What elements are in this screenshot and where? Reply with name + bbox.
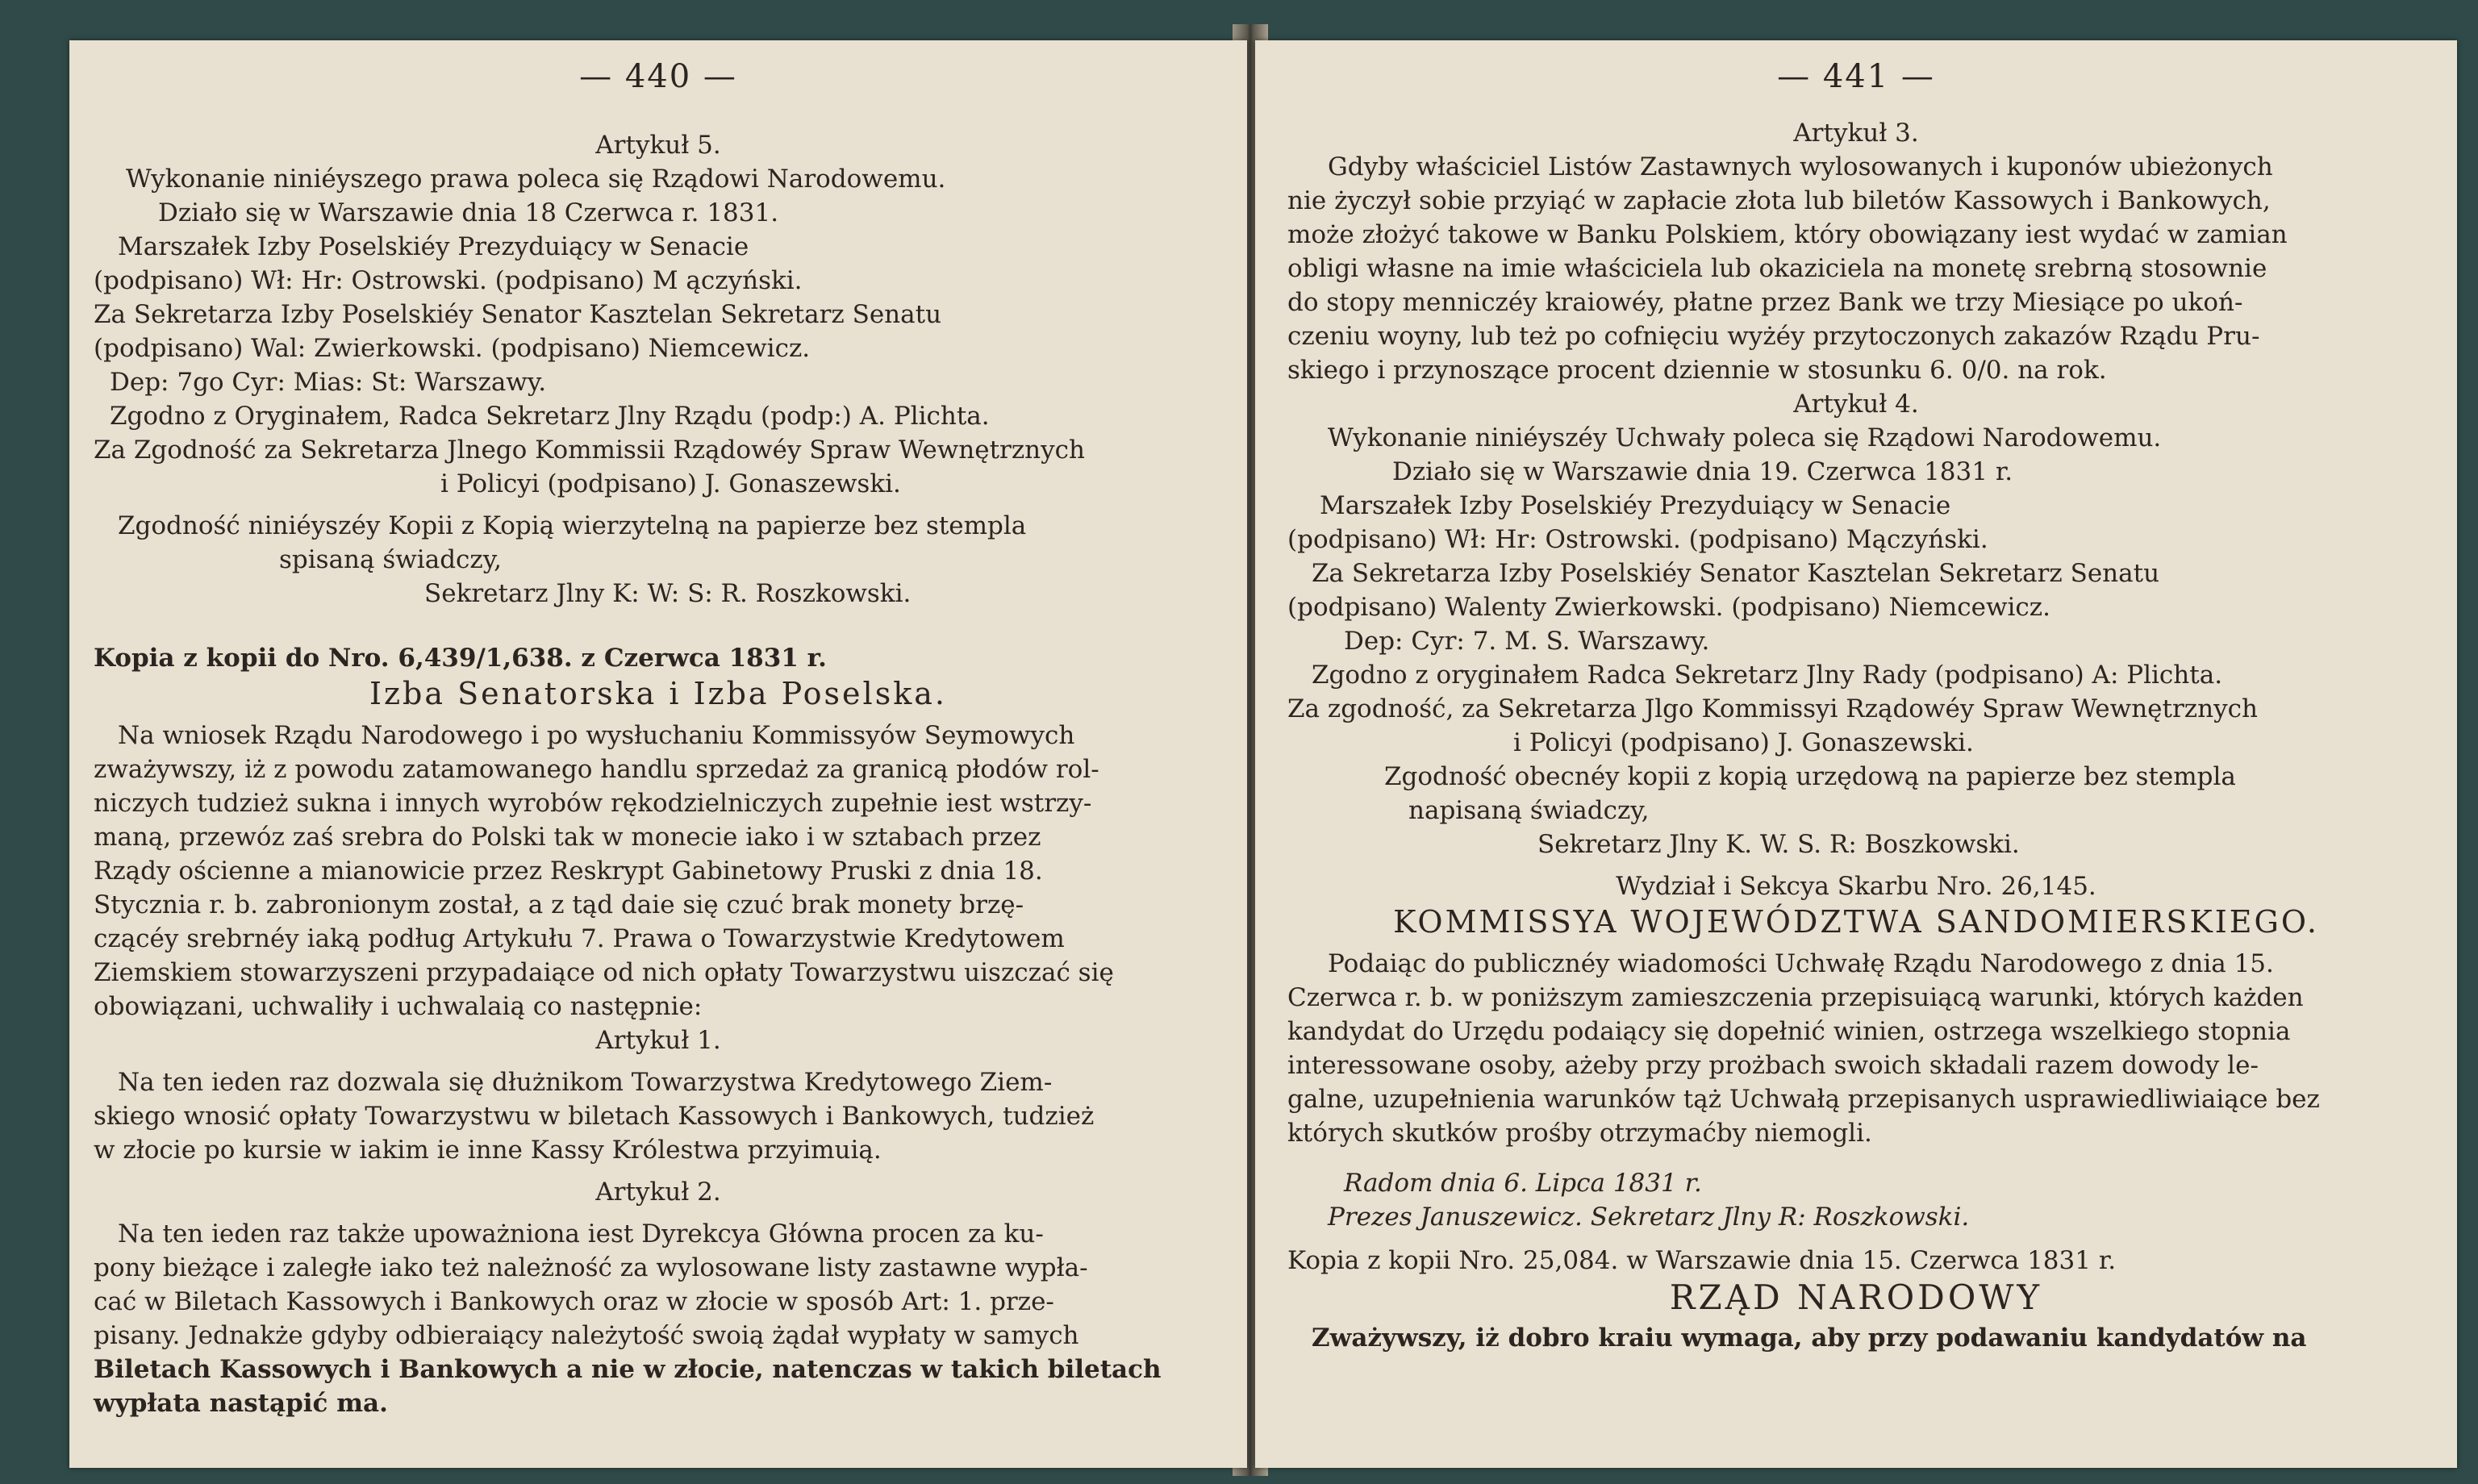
text-line: Marszałek Izby Poselskiéy Prezyduiący w Senacie	[118, 232, 749, 261]
text-line: kandydat do Urzędu podaiący się dopełnić winien, ostrzega wszelkiego stopnia	[1287, 1017, 2291, 1046]
text-line: galne, uzupełnienia warunków tąż Uchwałą przepisanych usprawiedliwiaiące bez	[1287, 1085, 2320, 1114]
article-heading: Artykuł 3.	[1793, 119, 1919, 148]
text-line: Dep: 7go Cyr: Mias: St: Warszawy.	[110, 368, 547, 397]
text-line: Za Sekretarza Izby Poselskiéy Senator Kasztelan Sekretarz Senatu	[94, 300, 942, 329]
text-line: Zgodność obecnéy kopii z kopią urzędową na papierze bez stempla	[1384, 762, 2236, 791]
text-line: i Policyi (podpisano) J. Gonaszewski.	[1513, 728, 1974, 757]
text-line: (podpisano) Wł: Hr: Ostrowski. (podpisano) M ączyński.	[94, 266, 803, 295]
text-line: interessowane osoby, ażeby przy prożbach swoich składali razem dowody le-	[1287, 1051, 2259, 1080]
text-line: maną, przewóz zaś srebra do Polski tak w monecie iako i w sztabach przez	[94, 823, 1041, 852]
page-number: — 441 —	[1777, 58, 1935, 95]
text-line: Zważywszy, iż dobro kraiu wymaga, aby przy podawaniu kandydatów na	[1312, 1324, 2307, 1353]
article-heading: Artykuł 5.	[595, 131, 721, 160]
text-line: obligi własne na imie właściciela lub okaziciela na monetę srebrną stosownie	[1287, 254, 2267, 283]
text-line: Sekretarz Jlny K: W: S: R. Roszkowski.	[424, 579, 912, 608]
text-line: spisaną świadczy,	[279, 545, 502, 574]
text-line: czącéy srebrnéy iaką podług Artykułu 7. Prawa o Towarzystwie Kredytowem	[94, 924, 1065, 953]
text-line: obowiązani, uchwaliły i uchwalaią co następnie:	[94, 992, 703, 1021]
text-line: Podaiąc do publicznéy wiadomości Uchwałę Rządu Narodowego z dnia 15.	[1328, 949, 2274, 978]
text-line: Na ten ieden raz dozwala się dłużnikom Towarzystwa Kredytowego Ziem-	[118, 1068, 1053, 1097]
text-line: (podpisano) Wł: Hr: Ostrowski. (podpisano) Mączyński.	[1287, 525, 1988, 554]
text-line: (podpisano) Walenty Zwierkowski. (podpisano) Niemcewicz.	[1287, 593, 2050, 622]
section-heading: KOMMISSYA WOJEWÓDZTWA SANDOMIERSKIEGO.	[1393, 904, 2319, 940]
text-line: Czerwca r. b. w poniższym zamieszczenia przepisuiącą warunki, których każden	[1287, 983, 2304, 1012]
text-line: Za Zgodność za Sekretarza Jlnego Kommissii Rządowéy Spraw Wewnętrznych	[94, 436, 1085, 465]
text-line: Kopia z kopii do Nro. 6,439/1,638. z Czerwca 1831 r.	[94, 644, 827, 673]
text-line: Radom dnia 6. Lipca 1831 r.	[1344, 1169, 1702, 1198]
article-heading: Artykuł 4.	[1793, 390, 1919, 419]
text-line: do stopy menniczéy kraiowéy, płatne przez Bank we trzy Miesiące po ukoń-	[1287, 288, 2243, 317]
text-line: Działo się w Warszawie dnia 19. Czerwca 1831 r.	[1392, 457, 2013, 486]
section-heading: Izba Senatorska i Izba Poselska.	[369, 676, 947, 711]
text-line: i Policyi (podpisano) J. Gonaszewski.	[440, 469, 901, 498]
text-line: czeniu woyny, lub też po cofnięciu wyżéy przytoczonych zakazów Rządu Pru-	[1287, 322, 2260, 351]
text-line: cać w Biletach Kassowych i Bankowych oraz w złocie w sposób Art: 1. prze-	[94, 1287, 1054, 1316]
text-line: Dep: Cyr: 7. M. S. Warszawy.	[1344, 627, 1710, 656]
text-line: Działo się w Warszawie dnia 18 Czerwca r. 1831.	[158, 198, 779, 227]
page-number: — 440 —	[579, 58, 737, 95]
text-line: nie życzył sobie przyiąć w zapłacie złota lub biletów Kassowych i Bankowych,	[1287, 186, 2271, 215]
text-line: Wykonanie niniéyszéy Uchwały poleca się Rządowi Narodowemu.	[1328, 423, 2162, 452]
text-line: Za Sekretarza Izby Poselskiéy Senator Kasztelan Sekretarz Senatu	[1312, 559, 2160, 588]
text-line: niczych tudzież sukna i innych wyrobów rękodzielniczych zupełnie iest wstrzy-	[94, 789, 1092, 818]
right-page	[1255, 40, 2457, 1468]
text-line: skiego i przynoszące procent dziennie w stosunku 6. 0/0. na rok.	[1287, 356, 2107, 385]
text-line: może złożyć takowe w Banku Polskiem, który obowiązany iest wydać w zamian	[1287, 220, 2288, 249]
text-line: Ziemskiem stowarzyszeni przypadaiące od nich opłaty Towarzystwu uiszczać się	[94, 958, 1114, 987]
text-line: pisany. Jednakże gdyby odbieraiący należytość swoią żądał wypłaty w samych	[94, 1321, 1079, 1350]
text-line: których skutków prośby otrzymaćby niemogli.	[1287, 1119, 1872, 1148]
text-line: Na wniosek Rządu Narodowego i po wysłuchaniu Kommissyów Seymowych	[118, 721, 1075, 750]
text-line: Wykonanie niniéyszego prawa poleca się Rządowi Narodowemu.	[126, 165, 946, 194]
text-line: Prezes Januszewicz. Sekretarz Jlny R: Roszkowski.	[1328, 1203, 1970, 1232]
text-line: Zgodność niniéyszéy Kopii z Kopią wierzytelną na papierze bez stempla	[118, 511, 1027, 540]
section-heading: RZĄD NARODOWY	[1669, 1278, 2043, 1317]
text-line: Na ten ieden raz także upoważniona iest Dyrekcya Główna procen za ku-	[118, 1219, 1044, 1248]
text-line: Zgodno z oryginałem Radca Sekretarz Jlny Rady (podpisano) A: Plichta.	[1312, 661, 2223, 690]
left-page	[69, 40, 1247, 1468]
article-heading: Artykuł 2.	[595, 1178, 721, 1207]
text-line: Stycznia r. b. zabronionym został, a z tąd daie się czuć brak monety brzę-	[94, 890, 1024, 919]
text-line: Za zgodność, za Sekretarza Jlgo Kommissyi Rządowéy Spraw Wewnętrznych	[1287, 694, 2258, 723]
text-line: Rządy ościenne a mianowicie przez Reskrypt Gabinetowy Pruski z dnia 18.	[94, 857, 1043, 886]
text-line: skiego wnosić opłaty Towarzystwu w biletach Kassowych i Bankowych, tudzież	[94, 1102, 1095, 1131]
article-heading: Artykuł 1.	[595, 1026, 721, 1055]
text-line: wypłata nastąpić ma.	[94, 1389, 388, 1418]
text-line: w złocie po kursie w iakim ie inne Kassy Królestwa przyimuią.	[94, 1136, 882, 1165]
text-line: Sekretarz Jlny K. W. S. R: Boszkowski.	[1537, 830, 2020, 859]
text-line: Biletach Kassowych i Bankowych a nie w złocie, natenczas w takich biletach	[94, 1355, 1162, 1384]
text-line: Zgodno z Oryginałem, Radca Sekretarz Jlny Rządu (podp:) A. Plichta.	[110, 402, 990, 431]
text-line: (podpisano) Wal: Zwierkowski. (podpisano) Niemcewicz.	[94, 334, 811, 363]
text-line: zważywszy, iż z powodu zatamowanego handlu sprzedaż za granicą płodów rol-	[94, 755, 1099, 784]
text-line: napisaną świadczy,	[1408, 796, 1650, 825]
text-line: Gdyby właściciel Listów Zastawnych wylosowanych i kuponów ubieżonych	[1328, 152, 2273, 181]
text-line: Wydział i Sekcya Skarbu Nro. 26,145.	[1616, 872, 2096, 901]
text-line: Marszałek Izby Poselskiéy Prezyduiący w Senacie	[1320, 491, 1951, 520]
text-line: Kopia z kopii Nro. 25,084. w Warszawie dnia 15. Czerwca 1831 r.	[1287, 1246, 2117, 1275]
text-line: pony bieżące i zaległe iako też należność za wylosowane listy zastawne wypła-	[94, 1253, 1088, 1282]
